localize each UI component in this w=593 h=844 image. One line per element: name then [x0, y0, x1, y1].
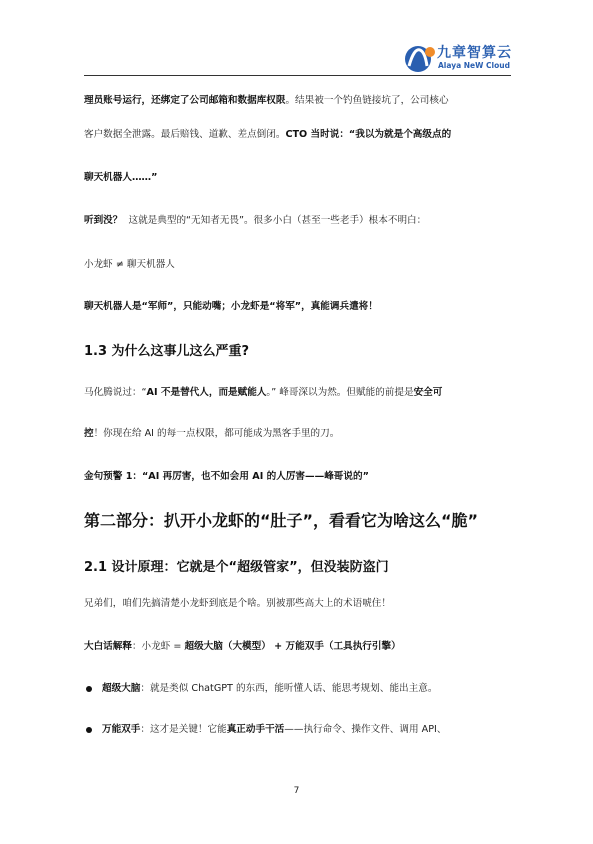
- paragraph-line: [84, 597, 391, 611]
- text: 这就是典型的“无知者无畏”。很多小白（甚至一些老手）根本不明白：: [128, 215, 427, 226]
- text: ——执行命令、操作文件、调用 API、: [284, 724, 447, 735]
- bold-text: 超级大脑（大模型） + 万能双手（工具执行引擎）: [184, 641, 401, 652]
- text: ！你现在给 AI 的每一点权限，都可能成为黑客手里的刀。: [93, 428, 340, 439]
- bold-text: 理员账号运行，还绑定了公司邮箱和数据库权限: [84, 95, 286, 106]
- paragraph-line: [84, 300, 378, 314]
- text: 客户数据全泄露。最后赔钱、道歉、差点倒闭。: [84, 129, 286, 140]
- golden-quote: [84, 470, 369, 484]
- bullet-dot: [86, 727, 92, 733]
- text: 。” 峰哥深以为然。但赋能的前提是: [266, 387, 414, 398]
- logo-english-name: Alaya NeW Cloud: [438, 61, 510, 70]
- text: 马化腾说过：“: [84, 387, 147, 398]
- paragraph-line: [84, 258, 175, 272]
- bold-text: 聊天机器人……”: [84, 172, 158, 183]
- bullet-item: [102, 723, 446, 737]
- bold-text: 真正动手干活: [226, 724, 285, 735]
- text: 。结果被一个钓鱼链接坑了，公司核心: [285, 95, 449, 106]
- section-heading-1-3: 1.3 为什么这事儿这么严重?: [84, 344, 250, 359]
- paragraph-line: [84, 171, 157, 185]
- section-heading-2-1: 2.1 设计原理：它就是个“超级管家”，但没装防盗门: [84, 560, 389, 575]
- bullet-item: [102, 682, 437, 696]
- paragraph-line: [84, 427, 339, 441]
- paragraph-line: [84, 94, 449, 108]
- bold-text: 超级大脑: [102, 683, 141, 694]
- text: 小龙虾 ≠ 聊天机器人: [84, 259, 175, 270]
- bold-text: 控: [84, 428, 94, 439]
- text: ：这才是关键！它能: [140, 724, 227, 735]
- paragraph-line: [84, 640, 401, 654]
- bullet-dot: [86, 686, 92, 692]
- paragraph-line: [84, 214, 426, 228]
- part-two-heading: 第二部分：扒开小龙虾的“肚子”，看看它为啥这么“脆”: [84, 511, 479, 530]
- bold-text: AI 不是替代人，而是赋能人: [146, 387, 267, 398]
- bold-text: 金句预警 1：“AI 再厉害，也不如会用 AI 的人厉害——峰哥说的”: [84, 471, 369, 482]
- page-number: 7: [293, 786, 300, 796]
- bold-text: 聊天机器人是“军师”，只能动嘴；小龙虾是“将军”，真能调兵遣将！: [84, 301, 378, 312]
- bold-text: 万能双手: [102, 724, 141, 735]
- paragraph-line: [84, 386, 442, 400]
- bold-text: 听到没？: [84, 215, 123, 226]
- logo-chinese-name: 九章智算云: [437, 45, 512, 61]
- text: ：小龙虾 =: [131, 641, 185, 652]
- paragraph-line: [84, 128, 451, 142]
- text: 兄弟们，咱们先搞清楚小龙虾到底是个啥。别被那些高大上的术语唬住！: [84, 598, 391, 609]
- bold-text: 大白话解释: [84, 641, 132, 652]
- bold-text: 安全可: [413, 387, 443, 398]
- bold-text: CTO 当时说：“我以为就是个高级点的: [285, 129, 452, 140]
- text: ：就是类似 ChatGPT 的东西，能听懂人话、能思考规划、能出主意。: [140, 683, 438, 694]
- header-divider: [84, 75, 511, 76]
